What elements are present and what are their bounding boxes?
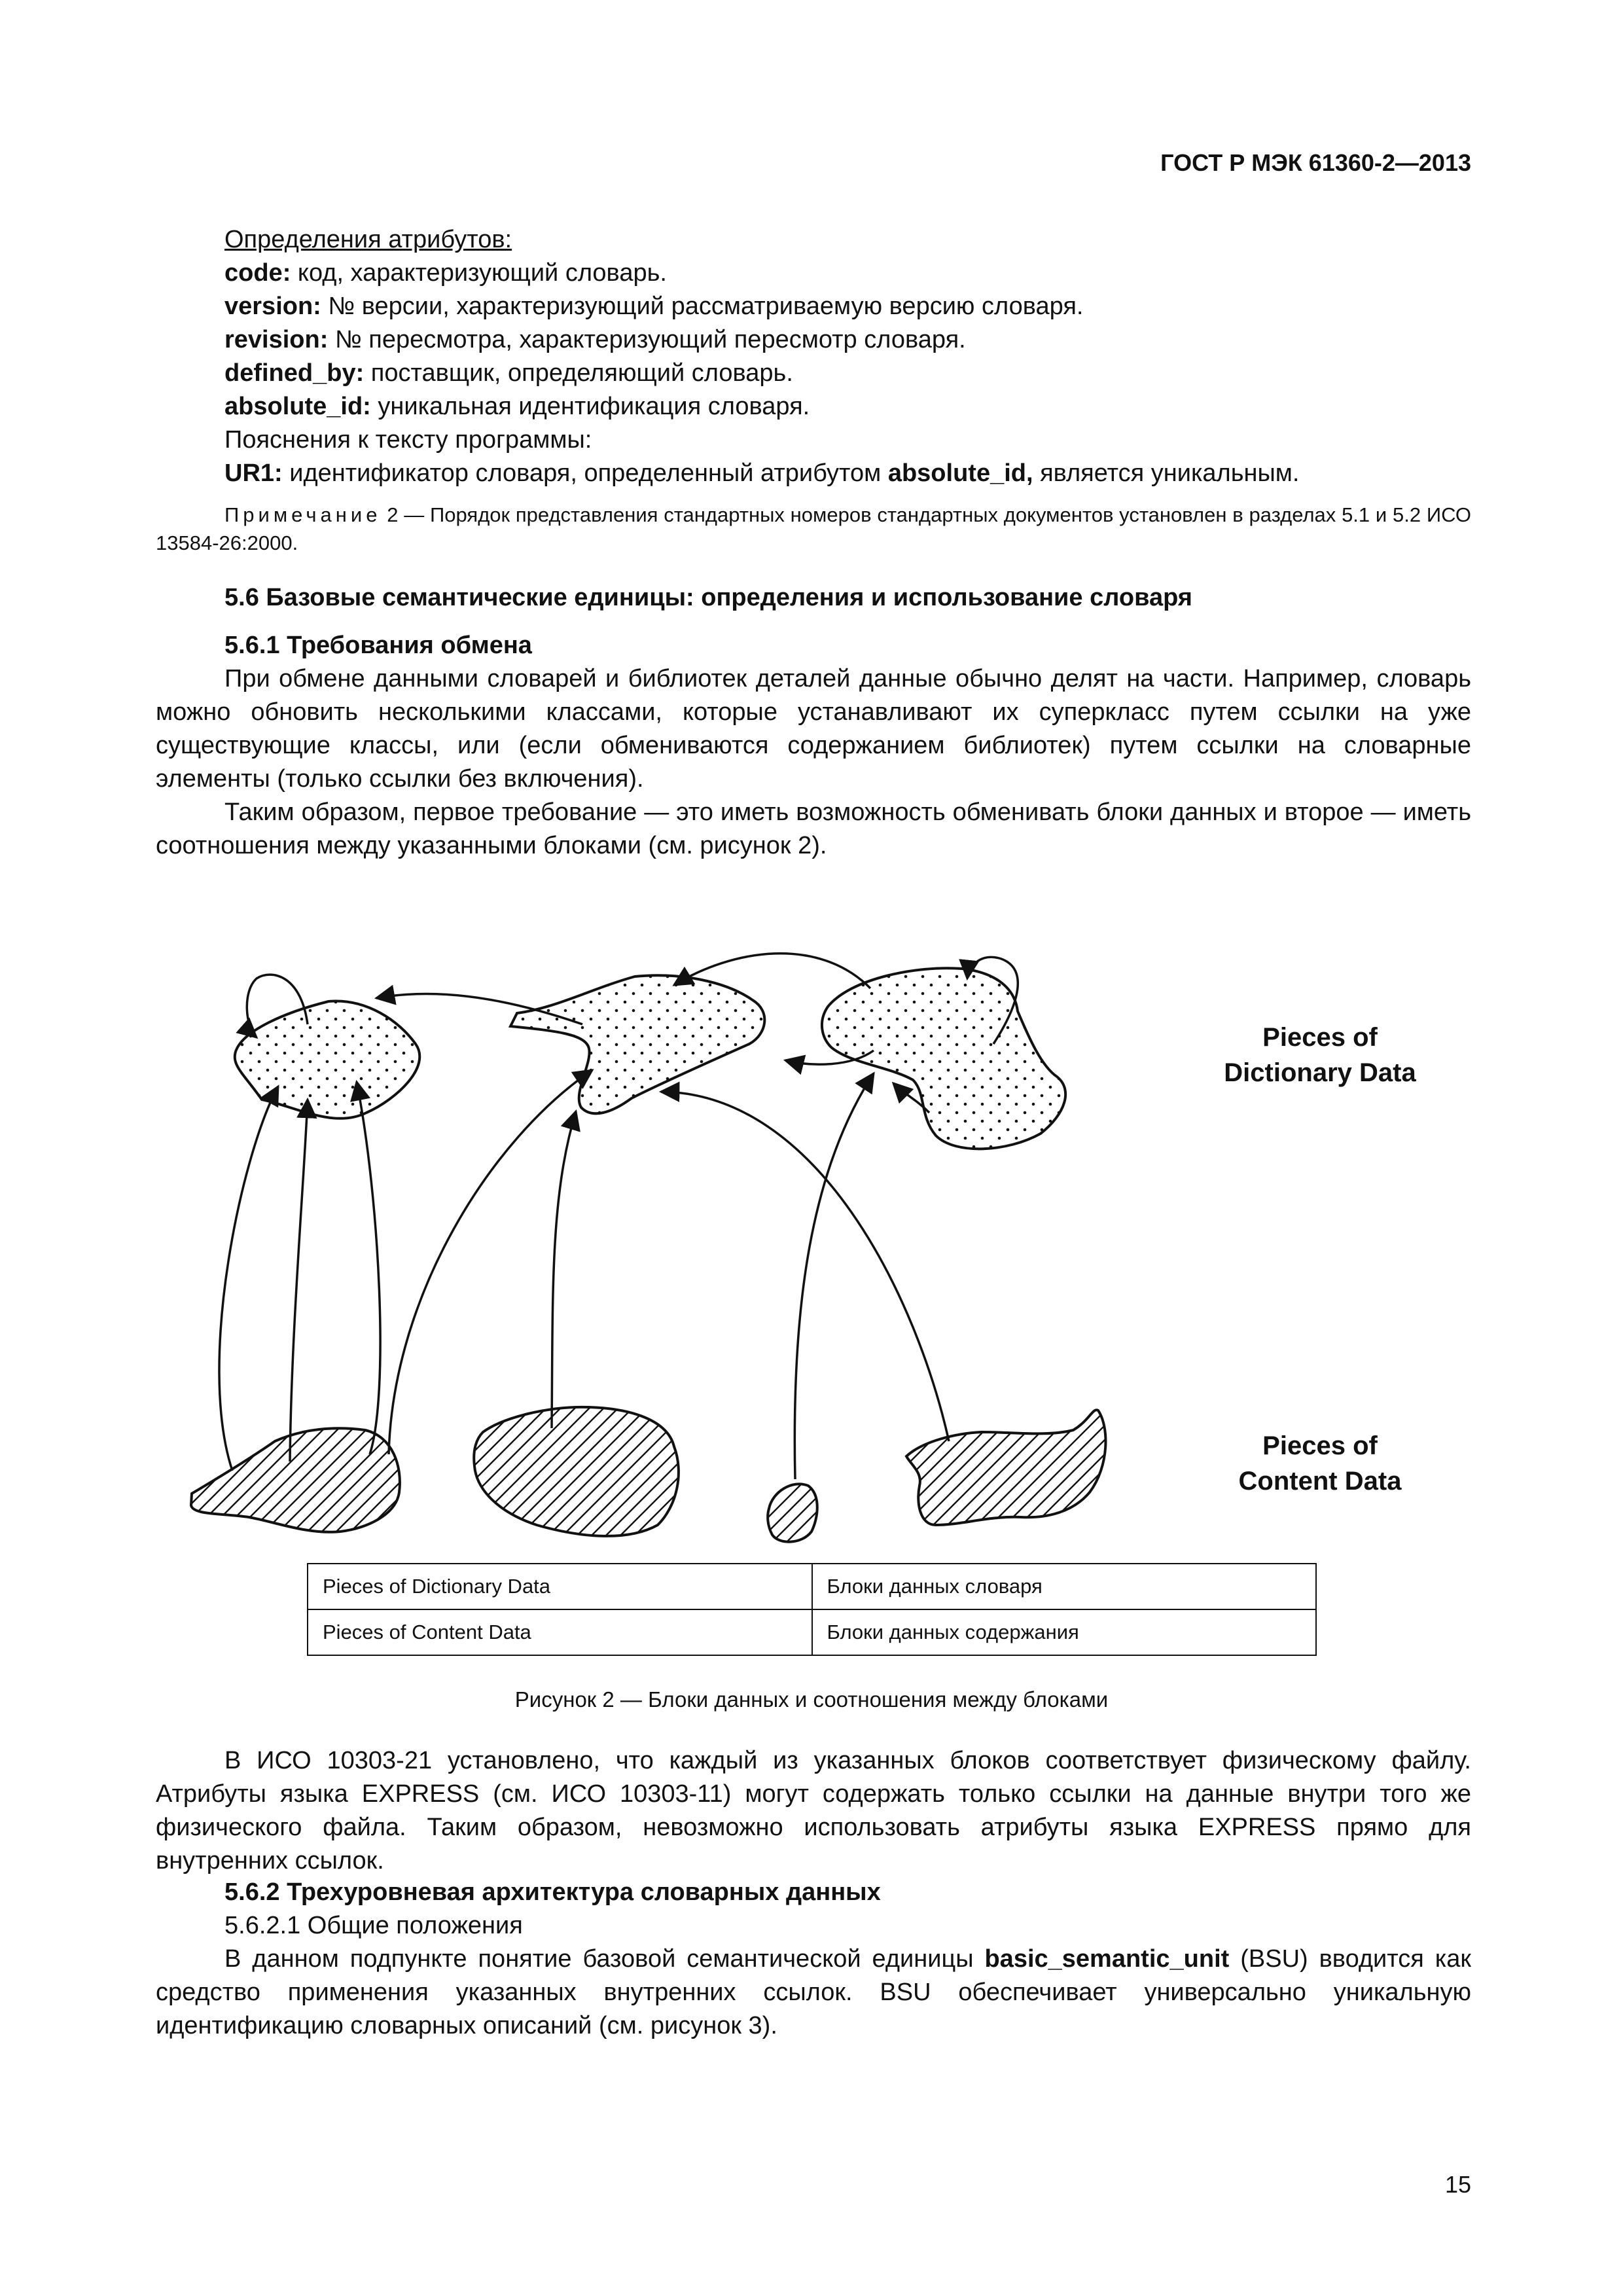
attr-name: version: bbox=[224, 293, 321, 320]
content-piece bbox=[474, 1407, 679, 1536]
legend-translation: Блоки данных словаря bbox=[812, 1564, 1317, 1609]
reference-arrow bbox=[794, 1073, 874, 1479]
attr-name: defined_by: bbox=[224, 359, 365, 387]
figure-2-diagram bbox=[0, 903, 1623, 1558]
reference-arrow bbox=[661, 1092, 949, 1441]
note-2 bbox=[156, 501, 1471, 557]
attr-desc: уникальная идентификация словаря. bbox=[370, 393, 810, 420]
legend-term: Pieces of Dictionary Data bbox=[308, 1564, 812, 1609]
table-row bbox=[308, 1609, 1316, 1655]
attr-name: absolute_id: bbox=[224, 393, 371, 420]
rule-name: UR1: bbox=[224, 459, 283, 487]
section-5-6-title: 5.6 Базовые семантические единицы: определения и использование словаря bbox=[224, 584, 1192, 611]
program-notes-title: Пояснения к тексту программы: bbox=[224, 426, 592, 454]
rule-ur1 bbox=[224, 459, 1300, 488]
table-row bbox=[308, 1564, 1316, 1609]
content-label-line1: Pieces of bbox=[1262, 1431, 1378, 1460]
rule-text-end: является уникальным. bbox=[1033, 459, 1300, 487]
note-text: 2 — Порядок представления стандартных номеров стандартных документов установлен в разделах 5.1 и 5.2 ИСО 13584-26:2000. bbox=[156, 503, 1471, 554]
attr-version bbox=[224, 293, 1083, 321]
dictionary-label-line1: Pieces of bbox=[1262, 1023, 1378, 1052]
rule-attr: absolute_id, bbox=[887, 459, 1033, 487]
reference-arrow bbox=[552, 1111, 576, 1428]
page-number: 15 bbox=[1444, 2171, 1471, 2198]
bsu-term: basic_semantic_unit bbox=[984, 1945, 1230, 1973]
attr-absolute-id bbox=[224, 393, 810, 421]
bsu-text-start: В данном подпункте понятие базовой семантической единицы bbox=[224, 1945, 985, 1973]
section-5-6-2-1-body bbox=[156, 1943, 1471, 2043]
attributes-title: Определения атрибутов: bbox=[224, 226, 512, 253]
paragraph: В ИСО 10303-21 установлено, что каждый из указанных блоков соответствует физическому файлу. Атрибуты языка EXPRESS (см. ИСО 10303-11) могут содержать только ссылки на данные внутри того же физического файла. Таким образом, невозможно использовать атрибуты языка EXPRESS прямо для внутренних ссылок. bbox=[156, 1747, 1471, 1874]
dictionary-piece bbox=[235, 1001, 420, 1119]
paragraph: При обмене данными словарей и библиотек деталей данные обычно делят на части. Например, словарь можно обновить несколькими классами, которые устанавливают их суперкласс путем ссылки на уже существующие классы, или (если обмениваются содержанием библиотек) путем ссылки на словарные элементы (только ссылки без включения). bbox=[156, 665, 1471, 793]
attr-name: code: bbox=[224, 259, 291, 287]
attr-code bbox=[224, 259, 667, 287]
attr-name: revision: bbox=[224, 326, 329, 353]
section-5-6-2-1-title: 5.6.2.1 Общие положения bbox=[224, 1912, 523, 1939]
reference-arrow bbox=[219, 1086, 278, 1471]
content-piece bbox=[191, 1428, 400, 1532]
content-label-line2: Content Data bbox=[1238, 1467, 1402, 1496]
attr-desc: № версии, характеризующий рассматриваемую версию словаря. bbox=[321, 293, 1084, 320]
reference-arrow bbox=[290, 1100, 308, 1462]
bsu-text-end: (BSU) вводится как средство применения указанных внутренних ссылок. BSU обеспечивает универсально уникальную идентификацию словарных описаний (см. рисунок 3). bbox=[156, 1945, 1471, 2039]
rule-text: идентификатор словаря, определенный атрибутом bbox=[282, 459, 888, 487]
note-label: Примечание bbox=[224, 503, 382, 526]
content-piece bbox=[906, 1410, 1105, 1525]
attr-revision bbox=[224, 326, 966, 354]
document-header: ГОСТ Р МЭК 61360-2—2013 bbox=[1160, 149, 1471, 176]
figure-caption: Рисунок 2 — Блоки данных и соотношения между блоками bbox=[514, 1687, 1109, 1712]
section-5-6-1-body bbox=[156, 662, 1471, 863]
section-5-6-2-title: 5.6.2 Трехуровневая архитектура словарных данных bbox=[224, 1878, 881, 1906]
dictionary-label-line2: Dictionary Data bbox=[1224, 1058, 1416, 1087]
figure-legend-table bbox=[307, 1563, 1317, 1656]
reference-arrow bbox=[357, 1082, 380, 1454]
paragraph bbox=[156, 1943, 1471, 2043]
attr-desc: № пересмотра, характеризующий пересмотр словаря. bbox=[328, 326, 966, 353]
content-piece bbox=[768, 1484, 817, 1541]
legend-translation: Блоки данных содержания bbox=[812, 1609, 1317, 1655]
after-figure-body bbox=[156, 1744, 1471, 1878]
legend-term: Pieces of Content Data bbox=[308, 1609, 812, 1655]
attr-defined-by bbox=[224, 359, 793, 387]
section-5-6-1-title: 5.6.1 Требования обмена bbox=[224, 632, 532, 659]
dictionary-piece bbox=[510, 975, 764, 1113]
attr-desc: код, характеризующий словарь. bbox=[291, 259, 667, 287]
paragraph: Таким образом, первое требование — это иметь возможность обменивать блоки данных и второе — иметь соотношения между указанными блоками (см. рисунок 2). bbox=[156, 798, 1471, 859]
reference-arrow bbox=[389, 1070, 592, 1454]
attr-desc: поставщик, определяющий словарь. bbox=[364, 359, 793, 387]
